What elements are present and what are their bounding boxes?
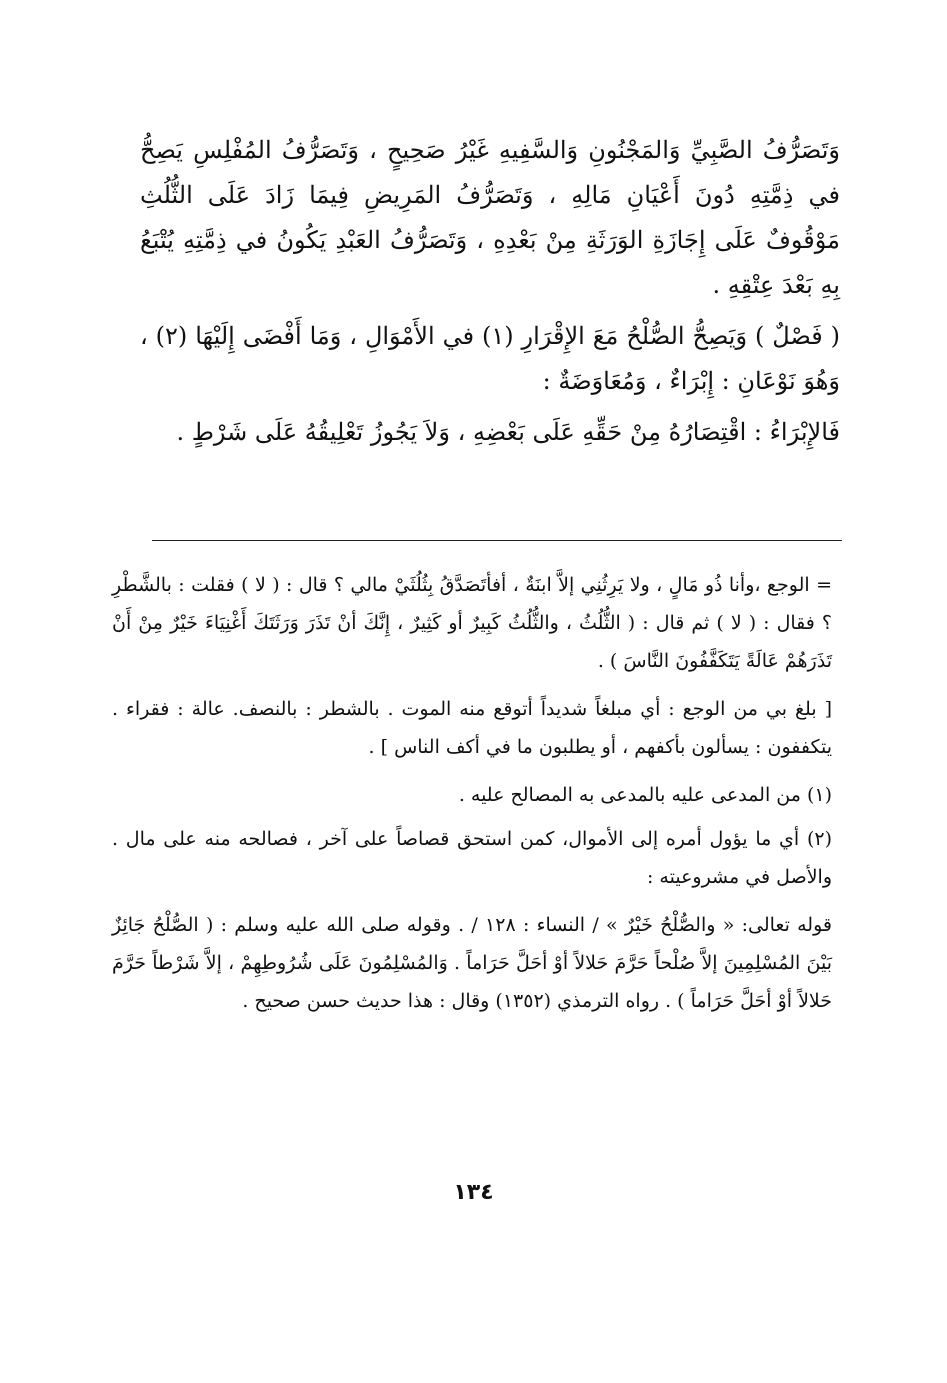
footnote-divider (152, 540, 842, 541)
main-paragraph-1: وَتَصَرُّفُ الصَّبِيِّ وَالمَجْنُونِ وَالسَّفِيهِ غَيْرُ صَحِيحٍ ، وَتَصَرُّفُ المُفْلِسِ يَصِحُّ في ذِمَّتِهِ دُونَ أَعْيَانِ مَالِهِ ، وَتَصَرُّفُ المَرِيضِ فِيمَا زَادَ عَلَى الثُّلُثِ مَوْقُوفٌ عَلَى إِجَازَةِ الوَرَثَةِ مِنْ بَعْدِهِ ، وَتَصَرُّفُ العَبْدِ يَكُونُ في ذِمَّتِهِ يُتْبَعُ بِهِ بَعْدَ عِتْقِهِ . (140, 136, 840, 299)
footnote-2-continuation: قوله تعالى: « والصُّلْحُ خَيْرٌ » / النساء : ١٢٨ / . وقوله صلى الله عليه وسلم : ( الصُّلْحُ جَائِزٌ بَيْنَ المُسْلِمِينَ إلاَّ صُلْحاً حَرَّمَ حَلالاً أوْ أحَلَّ حَرَاماً . وَالمُسْلِمُونَ عَلَى شُرُوطِهِمْ ، إلاَّ شَرْطاً حَرَّمَ حَلالاً أوْ أحَلَّ حَرَاماً ) . رواه الترمذي (١٣٥٢) وقال : هذا حديث حسن صحيح . (112, 914, 832, 1012)
footnote-gloss: [ بلغ بي من الوجع : أي مبلغاً شديداً أتوقع منه الموت . بالشطر : بالنصف. عالة : فقراء . يتكففون : يسألون بأكفهم ، أو يطلبون ما في أكف الناس ] . (112, 698, 832, 758)
page-number: ١٣٤ (453, 1180, 494, 1205)
footnote-1: (١) من المدعى عليه بالمدعى به المصالح عليه . (458, 784, 832, 806)
main-paragraph-3: فَالإِبْرَاءُ : اقْتِصَارُهُ مِنْ حَقِّهِ عَلَى بَعْضِهِ ، وَلاَ يَجُوزُ تَعْلِيقُهُ عَلَى شَرْطٍ . (176, 418, 840, 446)
main-paragraph-2: ( فَصْلٌ ) وَيَصِحُّ الصُّلْحُ مَعَ الإِقْرَارِ (١) في الأَمْوَالِ ، وَمَا أَفْضَى إِلَيْهَا (٢) ، وَهُوَ نَوْعَانِ : إِبْرَاءٌ ، وَمُعَاوَضَةٌ : (140, 322, 840, 395)
footnotes (112, 566, 832, 1026)
main-text (140, 128, 840, 461)
footnote-continuation: = الوجع ،وأنا ذُو مَالٍ ، ولا يَرِثُنِي إلاَّ ابنَةٌ ، أفأتَصَدَّقُ بِثُلُثَيْ مالي ؟ قال : ( لا ) فقلت : بالشَّطْرِ ؟ فقال : ( لا ) ثم قال : ( الثُّلُثُ ، والثُّلُثُ كَبِيرٌ أو كَثِيرٌ ، إِنَّكَ أنْ تَذَرَ وَرَثَتَكَ أَغْنِيَاءَ خَيْرٌ مِنْ أَنْ تَذَرَهُمْ عَالَةً يَتَكَفَّفُونَ النَّاسَ ) . (112, 574, 832, 672)
footnote-2: (٢) أي ما يؤول أمره إلى الأموال، كمن استحق قصاصاً على آخر ، فصالحه منه على مال . والأصل في مشروعيته : (112, 828, 832, 888)
